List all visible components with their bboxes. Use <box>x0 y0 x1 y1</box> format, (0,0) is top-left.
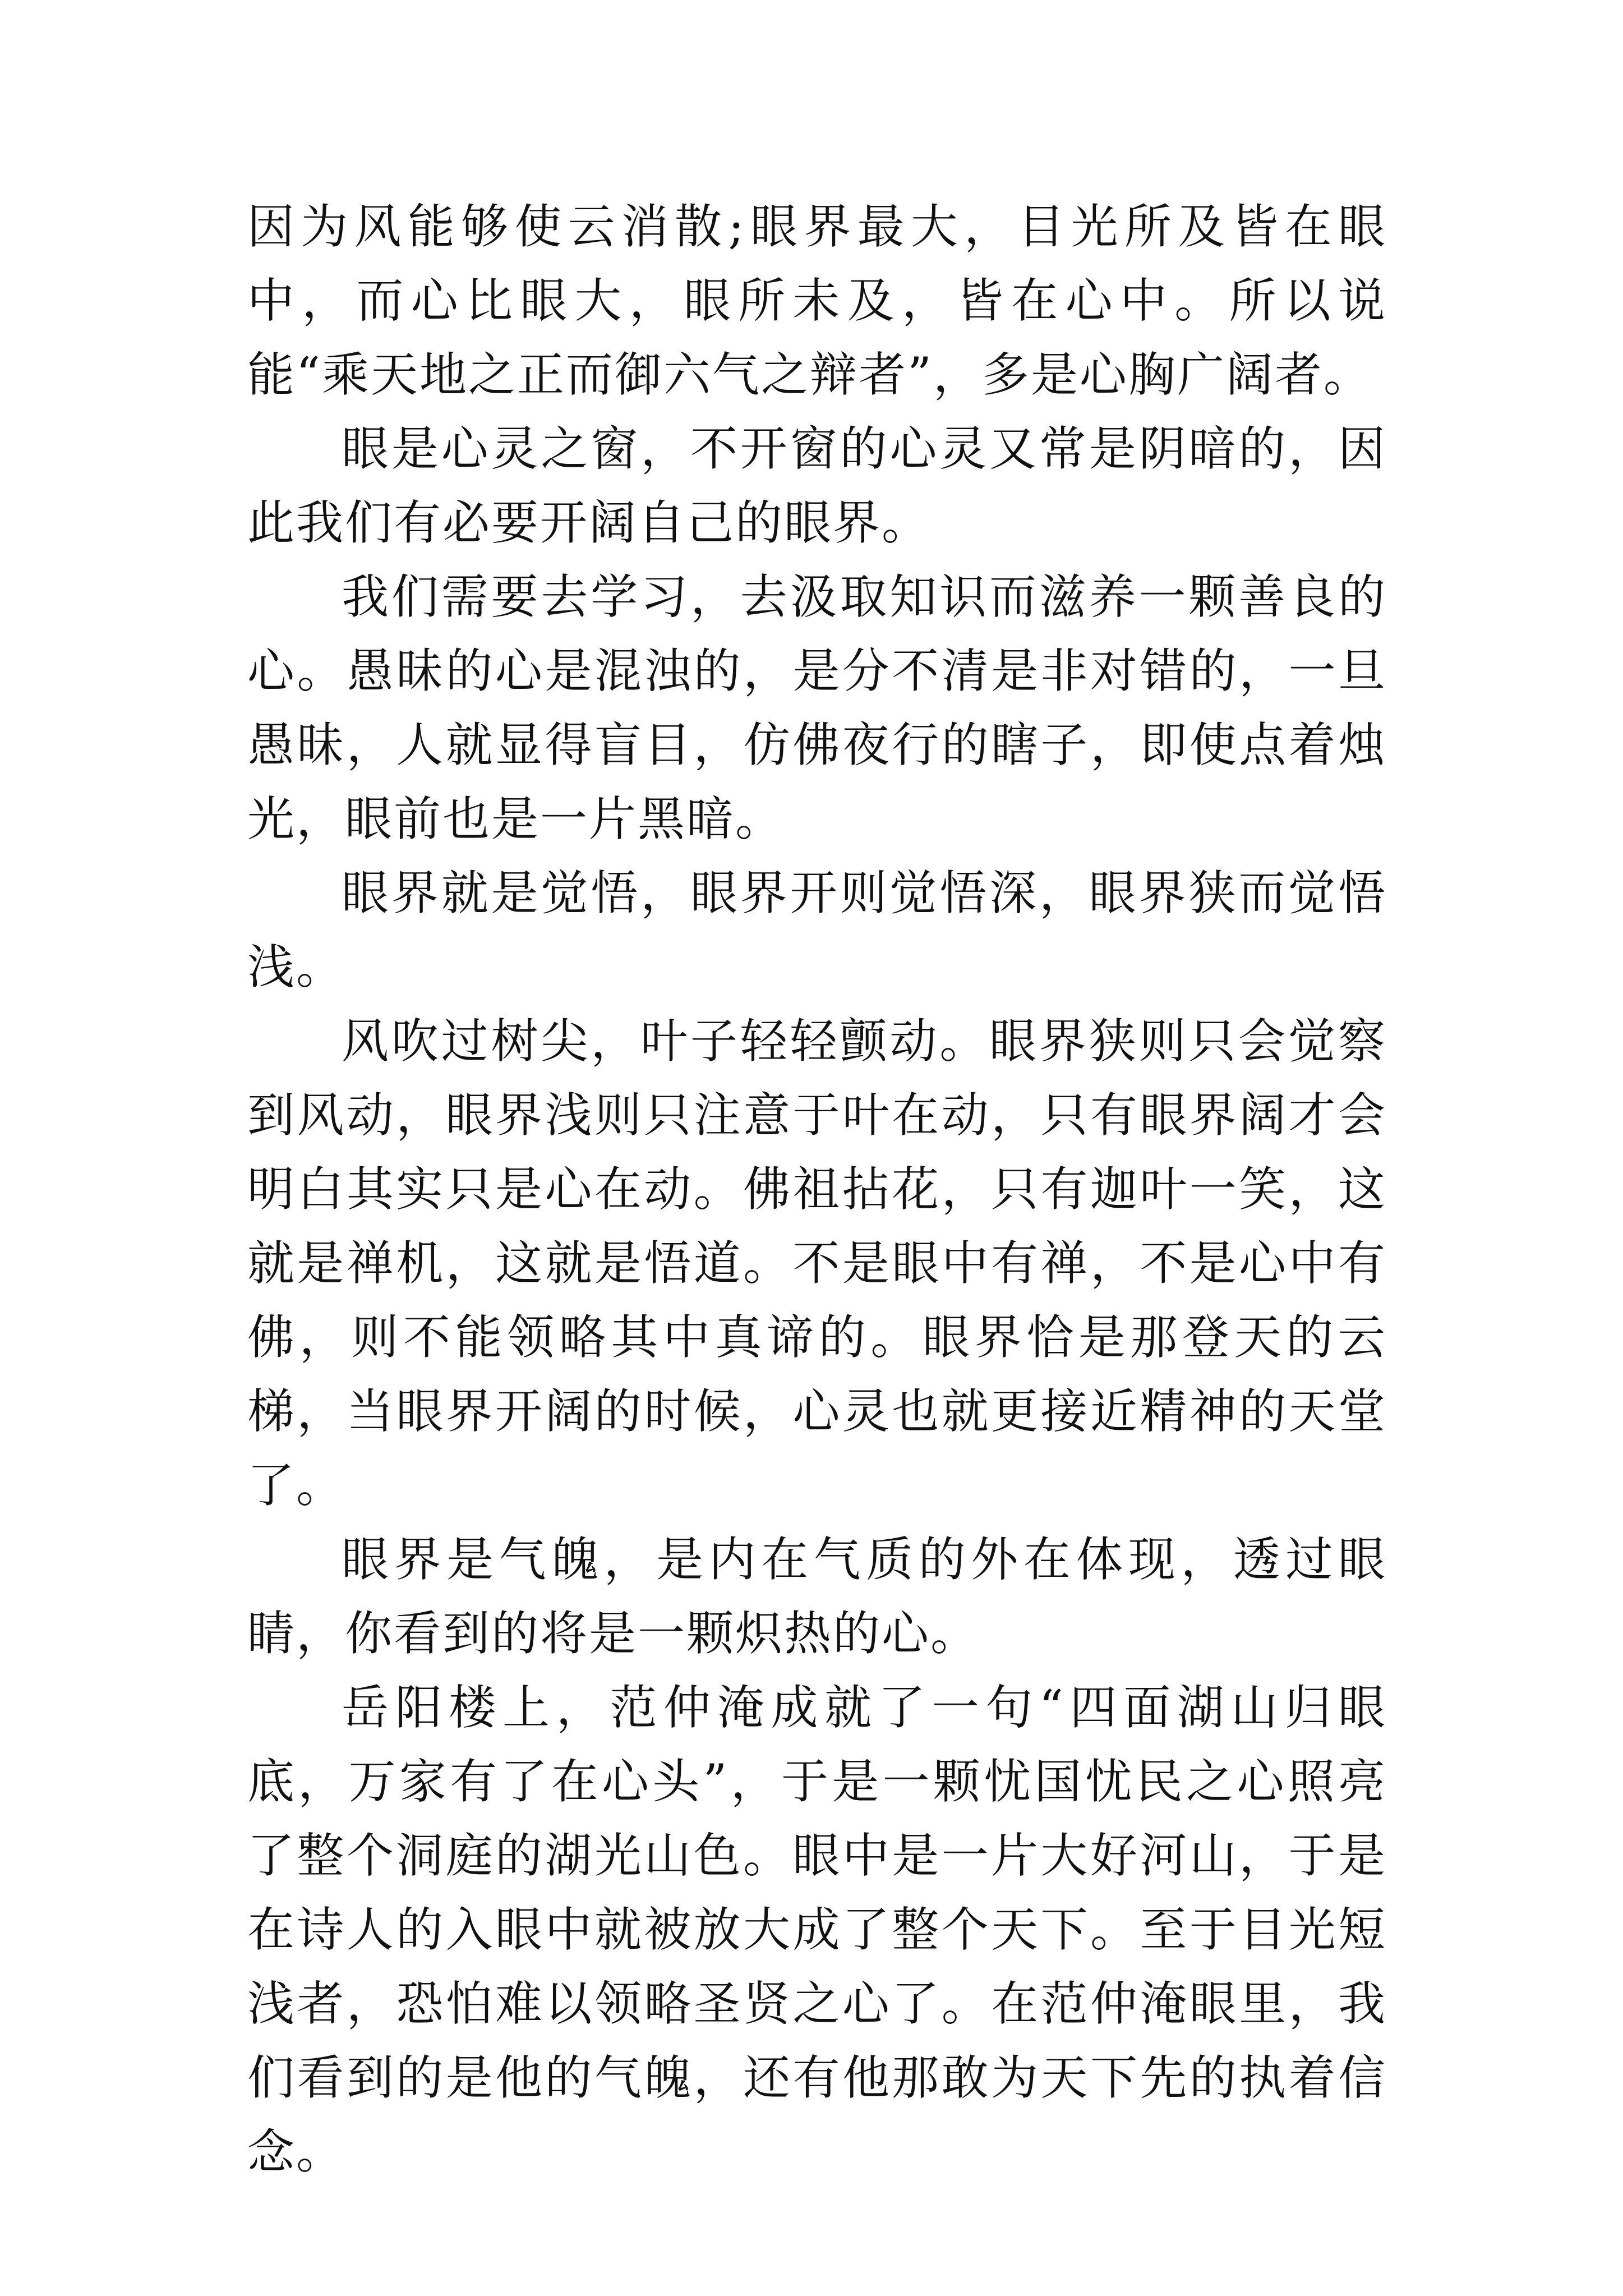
paragraph: 眼是心灵之窗，不开窗的心灵又常是阴暗的，因此我们有必要开阔自己的眼界。 <box>247 421 1387 550</box>
paragraph: 眼界是气魄，是内在气质的外在体现，透过眼睛，你看到的将是一颗炽热的心。 <box>247 1532 1387 1661</box>
document-body <box>247 190 1387 2189</box>
paragraph: 我们需要去学习，去汲取知识而滋养一颗善良的心。愚昧的心是混浊的，是分不清是非对错的，一旦愚昧，人就显得盲目，仿佛夜行的瞎子，即使点着烛光，眼前也是一片黑暗。 <box>247 569 1387 846</box>
paragraph-continuation: 因为风能够使云消散;眼界最大，目光所及皆在眼中，而心比眼大，眼所未及，皆在心中。所以说能“乘天地之正而御六气之辩者”，多是心胸广阔者。 <box>247 199 1387 402</box>
paragraph: 岳阳楼上，范仲淹成就了一句“四面湖山归眼底，万家有了在心头”，于是一颗忧国忧民之心照亮了整个洞庭的湖光山色。眼中是一片大好河山，于是在诗人的入眼中就被放大成了整个天下。至于目光短浅者，恐怕难以领略圣贤之心了。在范仲淹眼里，我们看到的是他的气魄，还有他那敢为天下先的执着信念。 <box>247 1680 1387 2179</box>
paragraph: 风吹过树尖，叶子轻轻颤动。眼界狭则只会觉察到风动，眼界浅则只注意于叶在动，只有眼界阔才会明白其实只是心在动。佛祖拈花，只有迦叶一笑，这就是禅机，这就是悟道。不是眼中有禅，不是心中有佛，则不能领略其中真谛的。眼界恰是那登天的云梯，当眼界开阔的时候，心灵也就更接近精神的天堂了。 <box>247 1014 1387 1513</box>
paragraph: 眼界就是觉悟，眼界开则觉悟深，眼界狭而觉悟浅。 <box>247 866 1387 995</box>
